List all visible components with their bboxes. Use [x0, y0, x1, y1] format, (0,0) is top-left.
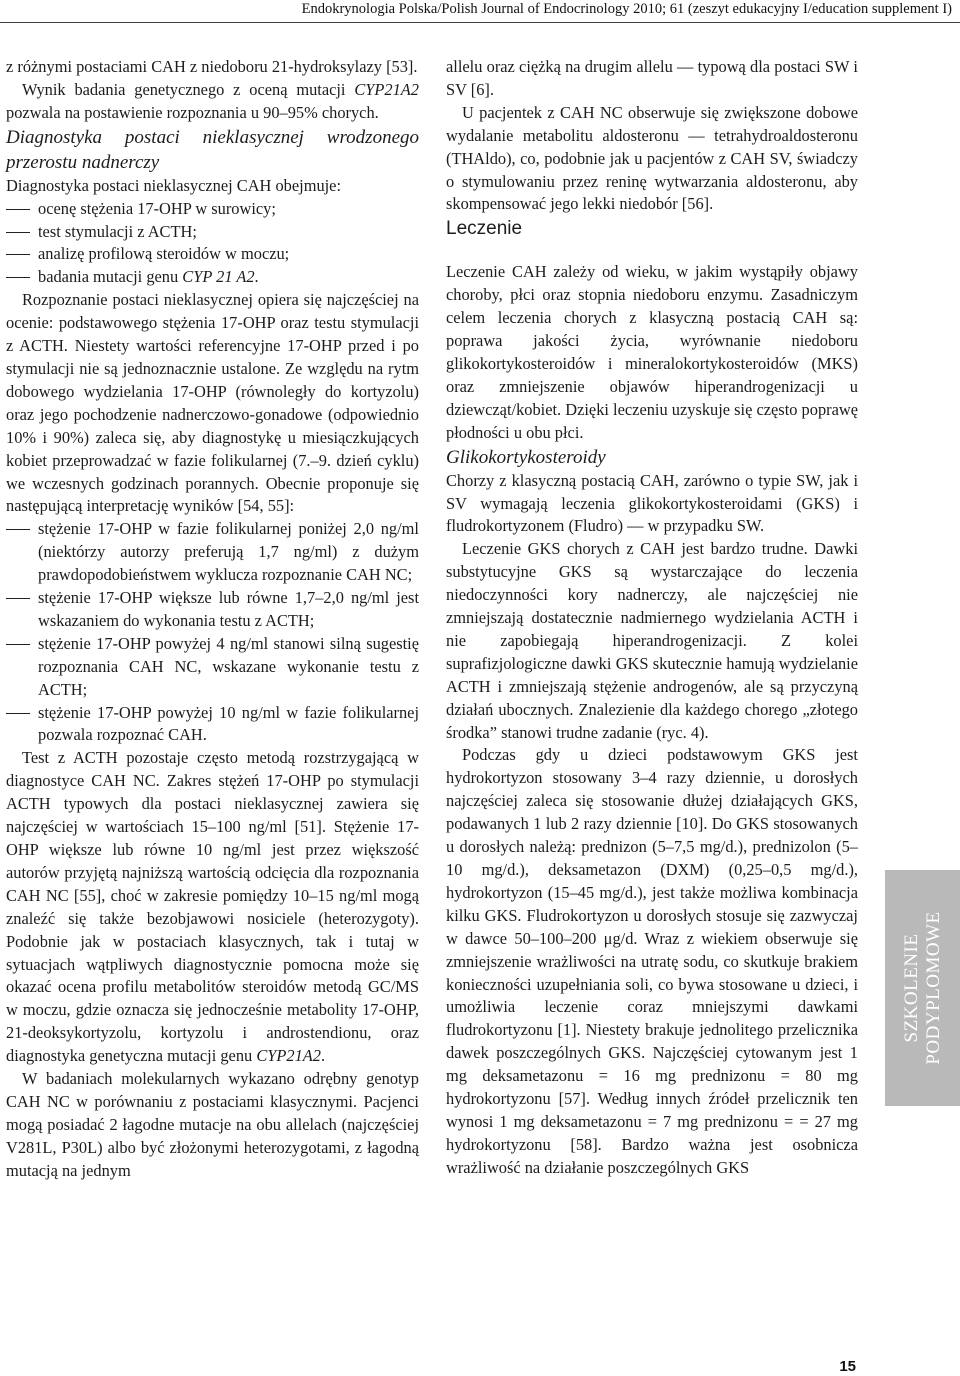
paragraph [6, 747, 419, 1068]
list-item: analizę profilową steroidów w moczu; [6, 243, 419, 266]
section-sidebar-tab [885, 870, 960, 1106]
section-heading: Diagnostyka postaci nieklasycznej wrodzonego przerostu nadnerczy [6, 126, 419, 173]
page-number: 15 [839, 1358, 856, 1375]
paragraph: Diagnostyka postaci nieklasycznej CAH obejmuje: [6, 175, 342, 195]
paragraph: allelu oraz ciężką na drugim allelu — typową dla postaci SW i SV [6]. [446, 57, 858, 99]
sidebar-label [901, 911, 945, 1064]
list-item: stężenie 17-OHP w fazie folikularnej poniżej 2,0 ng/ml (niektórzy autorzy preferują 1,7 ng/ml) z dużym prawdopodobieństwem wyklucza rozpoznanie CAH NC; [6, 518, 419, 587]
text-run: pozwala na postawienie rozpoznania u 90–95% chorych. [6, 102, 379, 122]
list-item: test stymulacji z ACTH; [6, 221, 419, 244]
text-run: badania mutacji genu [38, 267, 183, 287]
right-column [446, 56, 858, 1180]
list-item: stężenie 17-OHP powyżej 4 ng/ml stanowi silną sugestię rozpoznania CAH NC, wskazane wykonanie testu z ACTH; [6, 633, 419, 702]
paragraph: Podczas gdy u dzieci podstawowym GKS jest hydrokortyzon stosowany 3–4 razy dziennie, u dorosłych najczęściej zaleca się stosowanie dłużej działających GKS, podawanych 1 lub 2 razy dziennie [10]. Do GKS stosowanych u dorosłych należą: prednizon (5–7,5 mg/d.), prednizolon (5–10 mg/d.), deksametazon (DXM) (0,25–0,5 mg/d.), hydrokortyzon (15–45 mg/d.), jest także możliwa kombinacja kilku GKS. Fludrokortyzon u dorosłych stosuje się zazwyczaj w dawce 50–100–200 μg/d. Wraz z wiekiem obserwuje się zmniejszenie wrażliwości na utratę sodu, co skutkuje brakiem konieczności uzupełniania soli, co bywa stosowane u dzieci, i umożliwia leczenie coraz mniejszymi dawkami fludrokortyzonu [1]. Niestety brakuje jednolitego przelicznika dawek poszczególnych GKS. Najczęściej cytowanym jest 1 mg deksametazonu = 16 mg prednizonu = 80 mg hydrokortyzonu [57]. Według innych źródeł przelicznik ten wynosi 1 mg deksametazonu = 7 mg prednizonu = = 27 mg hydrokortyzonu [58]. Bardzo ważna jest osobnicza wrażliwość na działanie poszczególnych GKS [446, 745, 858, 1177]
gene-name: CYP21A2 [354, 79, 419, 99]
paragraph: U pacjentek z CAH NC obserwuje się zwiększone dobowe wydalanie metabolitu aldosteronu — tetrahydroaldosteronu (THAldo), co, podobnie jak u pacjentów z CAH SV, świadczy o stymulowaniu przez reninę wytwarzania aldosteronu, aby skompensować jego lekki niedobór [56]. [446, 102, 858, 214]
left-column [6, 56, 419, 1183]
header-rule [0, 22, 960, 23]
list-item: ocenę stężenia 17-OHP w surowicy; [6, 198, 419, 221]
paragraph: Leczenie CAH zależy od wieku, w jakim wystąpiły objawy choroby, płci oraz stopnia niedoboru enzymu. Zasadniczym celem leczenia chorych z klasyczną postacią CAH są: poprawa jakości życia, wyrównanie niedoboru glikokortykosteroidów i mineralokortykosteroidów (MKS) oraz zmniejszenie objawów hiperandrogenizacji u dziewcząt/kobiet. Dzięki leczeniu uzyskuje się często poprawę płodności u obu płci. [446, 262, 858, 442]
paragraph: z różnymi postaciami CAH z niedoboru 21-hydroksylazy [53]. [6, 57, 418, 76]
sidebar-label-line: SZKOLENIE [901, 933, 922, 1043]
list-item: stężenie 17-OHP większe lub równe 1,7–2,0 ng/ml jest wskazaniem do wykonania testu z ACTH; [6, 587, 419, 633]
paragraph: Rozpoznanie postaci nieklasycznej opiera się najczęściej na ocenie: podstawowego stężenia 17-OHP oraz testu stymulacji z ACTH. Niestety wartości referencyjne 17-OHP przed i po stymulacji nie są jednoznacznie ustalone. Ze względu na rytm dobowego wydzielania 17-OHP (równoległy do kortyzolu) oraz jego pochodzenie nadnerczowo-gonadowe (odpowiednio 10% i 90%) zaleca się, aby diagnostykę u miesiączkujących kobiet przeprowadzać w fazie folikularnej (7.–9. dzień cyklu) we wczesnych godzinach porannych. Obecnie proponuje się następującą interpretację wyników [54, 55]: [6, 290, 419, 516]
gene-name: CYP 21 A2 [182, 267, 255, 287]
gene-name: CYP21A2 [256, 1046, 321, 1066]
paragraph [6, 79, 419, 125]
subsection-heading: Glikokortykosteroidy [446, 446, 606, 468]
text-run: . [254, 267, 259, 287]
text-run: . [321, 1046, 326, 1066]
sidebar-label-line: PODYPLOMOWE [923, 911, 944, 1065]
paragraph: W badaniach molekularnych wykazano odrębny genotyp CAH NC w porównaniu z postaciami klasycznymi. Pacjenci mogą posiadać 2 łagodne mutacje na obu allelach (najczęściej V281L, P30L) albo być złożonymi heterozygotami, z łagodną mutacją na jednym [6, 1069, 419, 1180]
journal-citation: Endokrynologia Polska/Polish Journal of Endocrinology 2010; 61 (zeszyt edukacyjny I/education supplement I) [301, 1, 952, 17]
text-run: Test z ACTH pozostaje często metodą rozstrzygającą w diagnostyce CAH NC. Zakres stężeń 17-OHP po stymulacji ACTH typowych dla postaci nieklasycznej zawiera się najczęściej w wartościach 15–100 ng/ml [51]. Stężenie 17-OHP większe lub równe 10 ng/ml jest przez większość autorów przyjętą najniższą wartością odcięcia dla rozpoznania CAH NC [55], choć w zakresie pomiędzy 10–15 ng/ml mogą znaleźć się także bezobjawowi nosiciele (heterozygoty). Podobnie jak w postaciach klasycznych, tak i tutaj w sytuacjach wątpliwych diagnostycznie pomocna może się okazać ocena profilu metabolitów steroidów metodą GC/MS w moczu, gdzie oznacza się jednocześnie metabolity 17-OHP, 21-deoksykortyzolu, kortyzolu i androstendionu, oraz diagnostyka genetyczna mutacji genu [6, 748, 419, 1066]
list-item: stężenie 17-OHP powyżej 10 ng/ml w fazie folikularnej pozwala rozpoznać CAH. [6, 702, 419, 748]
paragraph: Chorzy z klasyczną postacią CAH, zarówno o typie SW, jak i SV wymagają leczenia glikokortykosteroidami (GKS) i fludrokortyzonem (Fludro) — w przypadku SW. [446, 470, 858, 536]
paragraph: Leczenie GKS chorych z CAH jest bardzo trudne. Dawki substytucyjne GKS są wystarczające do leczenia niedoczynności kory nadnerczy, ale najczęściej nie zmniejszają dostatecznie nadmiernego wydzielania ACTH i nie zapobiegają hiperandrogenizacji. Z kolei suprafizjologiczne dawki GKS skutecznie hamują wydzielanie ACTH i zmniejszają stężenie androgenów, ale są przyczyną działań ubocznych. Znalezienie dla każdego chorego „złotego środka” stanowi trudne zadanie (ryc. 4). [446, 539, 858, 742]
section-heading: Leczenie [446, 218, 523, 240]
list-item [6, 266, 419, 289]
text-run: Wynik badania genetycznego z oceną mutacji [22, 79, 355, 99]
